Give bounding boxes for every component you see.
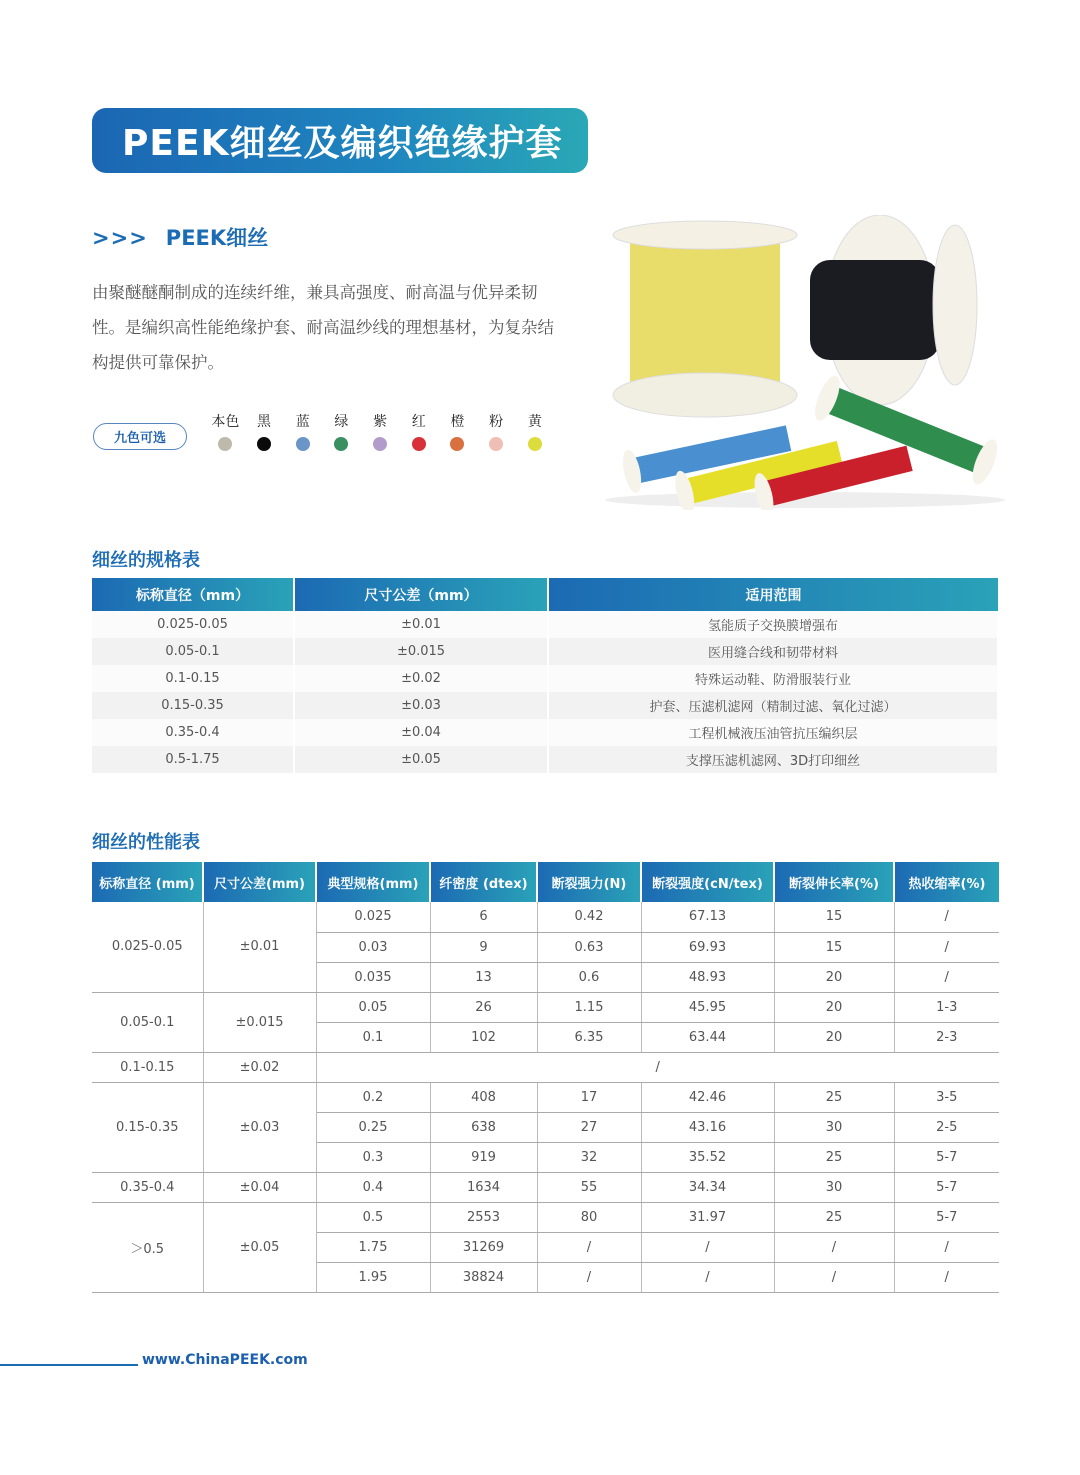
tolerance-cell: ±0.03	[203, 1082, 316, 1172]
table-cell: 工程机械液压油管抗压编织层	[548, 719, 998, 746]
table-cell: 0.5-1.75	[92, 746, 294, 773]
table-header: 尺寸公差（mm）	[294, 578, 548, 611]
color-swatch	[516, 411, 555, 451]
table-cell: 35.52	[641, 1142, 774, 1172]
merged-cell: /	[316, 1052, 999, 1082]
table-cell: /	[641, 1262, 774, 1292]
tolerance-cell: ±0.02	[203, 1052, 316, 1082]
table-cell: 0.03	[316, 932, 430, 962]
table-cell: 15	[774, 902, 894, 932]
tolerance-cell: ±0.01	[203, 902, 316, 992]
table-cell: 13	[430, 962, 537, 992]
table-cell: 1634	[430, 1172, 537, 1202]
table-row	[92, 1202, 999, 1232]
perf-table	[92, 862, 999, 1293]
table-cell: 30	[774, 1172, 894, 1202]
tolerance-cell: ±0.015	[203, 992, 316, 1052]
table-cell: 27	[537, 1112, 641, 1142]
table-cell: ±0.05	[294, 746, 548, 773]
table-row	[92, 692, 998, 719]
color-name: 蓝	[295, 414, 310, 430]
table-row	[92, 1052, 999, 1082]
table-header: 纤密度 (dtex)	[430, 862, 537, 902]
table-cell: 20	[774, 1022, 894, 1052]
diameter-cell: ＞0.5	[92, 1202, 203, 1292]
table-row	[92, 665, 998, 692]
table-cell: 医用缝合线和韧带材料	[548, 638, 998, 665]
table-cell: ±0.01	[294, 611, 548, 638]
table-cell: 2553	[430, 1202, 537, 1232]
table-cell: /	[894, 1262, 999, 1292]
color-name: 黄	[527, 414, 542, 430]
table-cell: 67.13	[641, 902, 774, 932]
section-heading	[92, 222, 268, 252]
table-cell: /	[774, 1262, 894, 1292]
table-row	[92, 1172, 999, 1202]
diameter-cell: 0.35-0.4	[92, 1172, 203, 1202]
table-row	[92, 746, 998, 773]
table-cell: 25	[774, 1082, 894, 1112]
table-cell: 0.5	[316, 1202, 430, 1232]
table-cell: 43.16	[641, 1112, 774, 1142]
table-row	[92, 1082, 999, 1112]
color-dot-icon	[528, 437, 542, 451]
table-cell: 31.97	[641, 1202, 774, 1232]
table-cell: 特殊运动鞋、防滑服装行业	[548, 665, 998, 692]
table-row	[92, 992, 999, 1022]
table-cell: 25	[774, 1142, 894, 1172]
diameter-cell: 0.15-0.35	[92, 1082, 203, 1172]
description: 由聚醚醚酮制成的连续纤维，兼具高强度、耐高温与优异柔韧性。是编织高性能绝缘护套、耐高温纱线的理想基材，为复杂结构提供可靠保护。	[92, 283, 554, 372]
color-dot-icon	[334, 437, 348, 451]
table-cell: /	[774, 1232, 894, 1262]
table-cell: 0.63	[537, 932, 641, 962]
color-name: 本色	[211, 414, 240, 430]
table-cell: 5-7	[894, 1172, 999, 1202]
table-cell: 17	[537, 1082, 641, 1112]
table-cell: /	[894, 932, 999, 962]
color-name: 橙	[450, 414, 465, 430]
table-cell: 63.44	[641, 1022, 774, 1052]
table-cell: /	[641, 1232, 774, 1262]
table-header: 断裂强度(cN/tex)	[641, 862, 774, 902]
table-row	[92, 719, 998, 746]
table-cell: 31269	[430, 1232, 537, 1262]
table-cell: 2-3	[894, 1022, 999, 1052]
table-cell: 0.1-0.15	[92, 665, 294, 692]
table-header: 热收缩率(%)	[894, 862, 999, 902]
spec-table-title: 细丝的规格表	[92, 550, 200, 571]
table-cell: 408	[430, 1082, 537, 1112]
table-cell: 0.05	[316, 992, 430, 1022]
page-title: PEEK细丝及编织绝缘护套	[122, 123, 563, 164]
table-cell: 38824	[430, 1262, 537, 1292]
table-header: 标称直径 (mm)	[92, 862, 203, 902]
table-header: 典型规格(mm)	[316, 862, 430, 902]
spec-table	[92, 578, 999, 773]
table-cell: 0.2	[316, 1082, 430, 1112]
table-cell: 护套、压滤机滤网（精制过滤、氧化过滤）	[548, 692, 998, 719]
diameter-cell: 0.1-0.15	[92, 1052, 203, 1082]
table-header: 断裂伸长率(%)	[774, 862, 894, 902]
table-cell: 0.6	[537, 962, 641, 992]
color-swatch	[477, 411, 516, 451]
color-swatch	[283, 411, 322, 451]
table-cell: ±0.04	[294, 719, 548, 746]
table-cell: 25	[774, 1202, 894, 1232]
table-cell: 102	[430, 1022, 537, 1052]
table-cell: 0.35-0.4	[92, 719, 294, 746]
table-cell: 5-7	[894, 1202, 999, 1232]
arrows-icon: >>>	[92, 226, 148, 250]
table-cell: 45.95	[641, 992, 774, 1022]
color-swatch	[399, 411, 438, 451]
table-cell: 3-5	[894, 1082, 999, 1112]
table-cell: 32	[537, 1142, 641, 1172]
color-swatch	[438, 411, 477, 451]
table-cell: 0.025	[316, 902, 430, 932]
colors-badge: 九色可选	[93, 423, 187, 450]
table-cell: 0.42	[537, 902, 641, 932]
footer-line	[0, 1364, 138, 1366]
perf-table-title: 细丝的性能表	[92, 832, 200, 853]
table-cell: ±0.03	[294, 692, 548, 719]
table-cell: /	[537, 1232, 641, 1262]
color-dot-icon	[373, 437, 387, 451]
table-cell: ±0.02	[294, 665, 548, 692]
table-cell: /	[894, 902, 999, 932]
tolerance-cell: ±0.05	[203, 1202, 316, 1292]
color-dot-icon	[296, 437, 310, 451]
table-cell: 20	[774, 962, 894, 992]
product-photo-spools	[590, 215, 1020, 510]
table-cell: /	[537, 1262, 641, 1292]
table-cell: 30	[774, 1112, 894, 1142]
table-cell: 48.93	[641, 962, 774, 992]
table-cell: /	[894, 962, 999, 992]
section-title: PEEK细丝	[165, 226, 269, 250]
table-cell: /	[894, 1232, 999, 1262]
table-cell: 0.025-0.05	[92, 611, 294, 638]
table-cell: 0.15-0.35	[92, 692, 294, 719]
table-cell: 1-3	[894, 992, 999, 1022]
table-row	[92, 902, 999, 932]
diameter-cell: 0.025-0.05	[92, 902, 203, 992]
color-name: 绿	[334, 414, 349, 430]
table-cell: 0.3	[316, 1142, 430, 1172]
color-dot-icon	[218, 437, 232, 451]
diameter-cell: 0.05-0.1	[92, 992, 203, 1052]
color-swatch	[245, 411, 284, 451]
color-name: 粉	[489, 414, 504, 430]
table-cell: 0.4	[316, 1172, 430, 1202]
table-cell: 0.05-0.1	[92, 638, 294, 665]
table-header: 断裂强力(N)	[537, 862, 641, 902]
table-cell: 6	[430, 902, 537, 932]
color-swatch	[322, 411, 361, 451]
table-cell: 55	[537, 1172, 641, 1202]
table-cell: 919	[430, 1142, 537, 1172]
table-header: 尺寸公差(mm)	[203, 862, 316, 902]
color-dot-icon	[412, 437, 426, 451]
color-dot-icon	[450, 437, 464, 451]
table-cell: 69.93	[641, 932, 774, 962]
page-title-banner	[92, 108, 588, 173]
table-header: 适用范围	[548, 578, 998, 611]
table-cell: 42.46	[641, 1082, 774, 1112]
color-dot-icon	[489, 437, 503, 451]
table-row	[92, 611, 998, 638]
table-cell: ±0.015	[294, 638, 548, 665]
table-cell: 15	[774, 932, 894, 962]
table-cell: 20	[774, 992, 894, 1022]
table-cell: 2-5	[894, 1112, 999, 1142]
color-swatches	[206, 411, 554, 451]
table-cell: 1.95	[316, 1262, 430, 1292]
table-cell: 0.035	[316, 962, 430, 992]
website-link[interactable]: www.ChinaPEEK.com	[142, 1352, 308, 1368]
table-header: 标称直径（mm）	[92, 578, 294, 611]
color-swatch	[206, 411, 245, 451]
table-cell: 0.1	[316, 1022, 430, 1052]
color-dot-icon	[257, 437, 271, 451]
table-cell: 9	[430, 932, 537, 962]
table-cell: 氢能质子交换膜增强布	[548, 611, 998, 638]
color-name: 红	[411, 414, 426, 430]
table-cell: 638	[430, 1112, 537, 1142]
table-cell: 1.75	[316, 1232, 430, 1262]
tolerance-cell: ±0.04	[203, 1172, 316, 1202]
table-cell: 1.15	[537, 992, 641, 1022]
color-name: 紫	[373, 414, 388, 430]
table-cell: 0.25	[316, 1112, 430, 1142]
table-cell: 34.34	[641, 1172, 774, 1202]
table-cell: 5-7	[894, 1142, 999, 1172]
table-cell: 80	[537, 1202, 641, 1232]
color-swatch	[361, 411, 400, 451]
table-row	[92, 638, 998, 665]
table-cell: 6.35	[537, 1022, 641, 1052]
color-name: 黑	[257, 414, 272, 430]
table-cell: 支撑压滤机滤网、3D打印细丝	[548, 746, 998, 773]
table-cell: 26	[430, 992, 537, 1022]
